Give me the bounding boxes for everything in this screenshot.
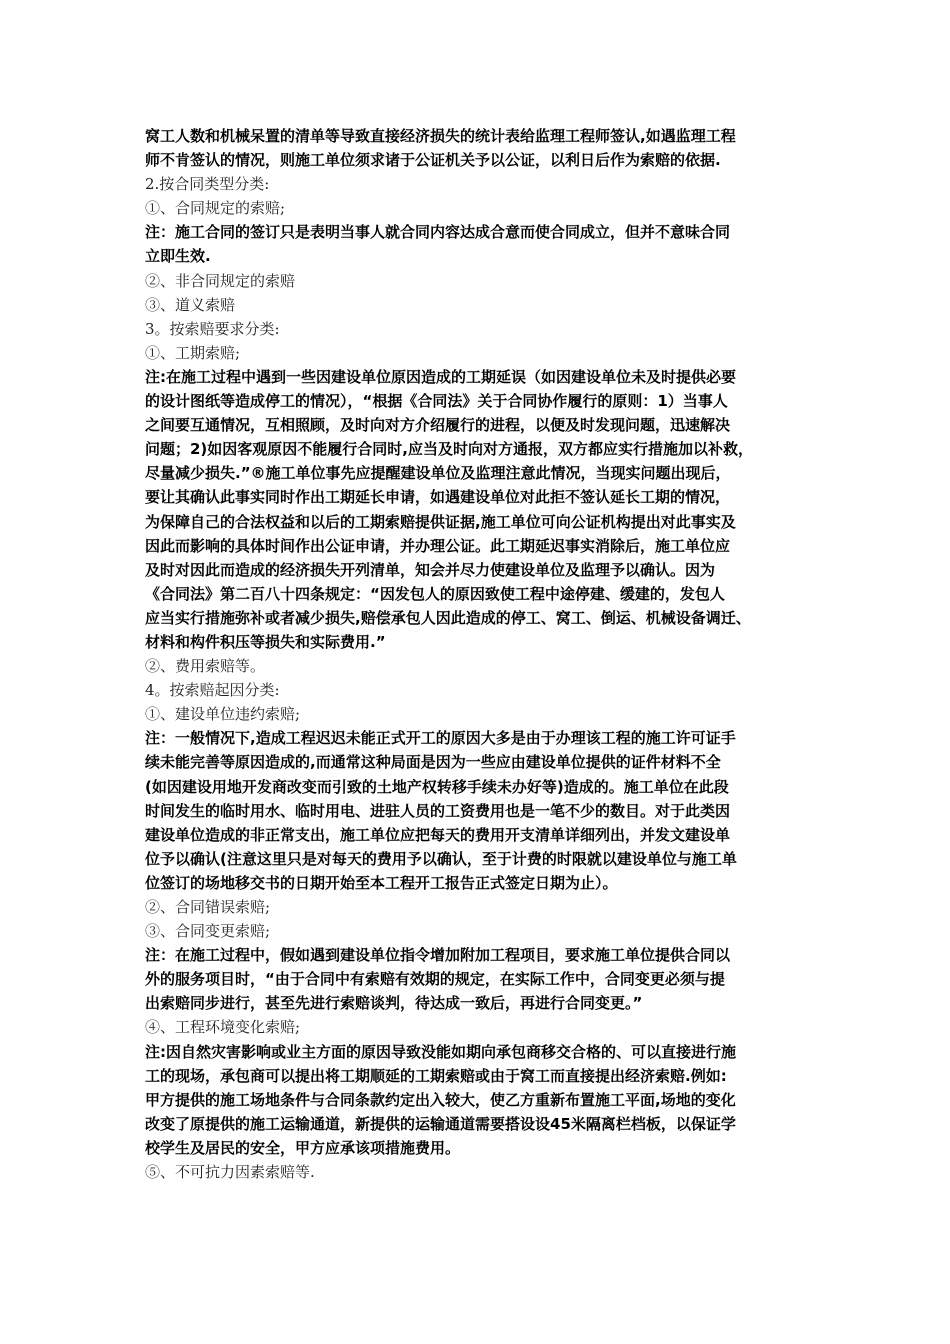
text-line: 材料和构件积压等损失和实际费用.” [145,632,386,651]
text-line: 注：在施工过程中，假如遇到建设单位指令增加附加工程项目，要求施工单位提供合同以 [145,946,731,965]
text-line: 问题；2)如因客观原因不能履行合同时,应当及时向对方通报，双方都应实行措施加以补救， [145,440,753,459]
text-line: 工的现场，承包商可以提出将工期顺延的工期索赔或由于窝工而直接提出经济索赔.例如: [145,1066,727,1085]
text-line: ②、非合同规定的索赔 [145,271,296,290]
text-line: ④、工程环境变化索赔; [145,1018,301,1037]
text-line: 外的服务项目时，“由于合同中有索赔有效期的规定，在实际工作中，合同变更必须与提 [145,970,725,989]
text-line: 应当实行措施弥补或者减少损失,赔偿承包人因此造成的停工、窝工、倒运、机械设备调迁、 [145,608,751,627]
text-line: 立即生效. [145,247,211,266]
text-line: 因此而影响的具体时间作出公证申请，并办理公证。此工期延迟事实消除后，施工单位应 [145,536,731,555]
text-line: 续未能完善等原因造成的,而通常这种局面是因为一些应由建设单位提供的证件材料不全 [145,753,721,772]
text-line: 出索赔同步进行，甚至先进行索赔谈判，待达成一致后，再进行合同变更。” [145,994,643,1013]
text-line: ①、合同规定的索赔; [145,199,286,218]
text-line: 注：一般情况下,造成工程迟迟未能正式开工的原因大多是由于办理该工程的施工许可证手 [145,729,736,748]
text-line: (如因建设用地开发商改变而引致的土地产权转移手续未办好等)造成的。施工单位在此段 [145,777,729,796]
text-line: 注:在施工过程中遇到一些因建设单位原因造成的工期延误（如因建设单位未及时提供必要 [145,367,737,386]
text-line: ③、合同变更索赔; [145,922,271,941]
text-line: 甲方提供的施工场地条件与合同条款约定出入较大，使乙方重新布置施工平面,场地的变化 [145,1090,736,1109]
document-page [145,124,825,1184]
text-line: 及时对因此而造成的经济损失开列清单，知会并尽力使建设单位及监理予以确认。因为 [145,560,716,579]
text-line: 2.按合同类型分类: [145,175,270,194]
text-line: 为保障自己的合法权益和以后的工期索赔提供证据,施工单位可向公证机构提出对此事实及 [145,512,736,531]
text-line: ②、合同错误索赔; [145,898,271,916]
text-line: 《合同法》第二百八十四条规定：“因发包人的原因致使工程中途停建、缓建的，发包人 [145,584,725,603]
text-line: 窝工人数和机械呆置的清单等导致直接经济损失的统计表给监理工程师签认,如遇监理工程 [145,127,736,145]
text-line: 的设计图纸等造成停工的情况），“根据《合同法》关于合同协作履行的原则：1）当事人 [145,392,728,411]
text-line: ①、工期索赔; [145,343,241,362]
text-line: 4。按索赔起因分类: [145,681,280,700]
text-line: 位予以确认(注意这里只是对每天的费用予以确认，至于计费的时限就以建设单位与施工单 [145,849,737,868]
text-line: 3。按索赔要求分类: [145,319,280,338]
text-line: 改变了原提供的施工运输通道，新提供的运输通道需要搭设设45米隔离栏档板，以保证学 [145,1114,736,1133]
text-line: 校学生及居民的安全，甲方应承该项措施费用。 [145,1138,461,1157]
text-line: 尽量减少损失.”®施工单位事先应提醒建设单位及监理注意此情况，当现实问题出现后， [145,464,731,483]
text-line: 位签订的场地移交书的日期开始至本工程开工报告正式签定日期为止）。 [145,873,618,892]
text-line: 注：施工合同的签订只是表明当事人就合同内容达成合意而使合同成立，但并不意味合同 [145,223,731,242]
text-line: 之间要互通情况，互相照顾，及时向对方介绍履行的进程，以便及时发现问题，迅速解决 [145,416,731,435]
text-line: ②、费用索赔等。 [145,657,266,676]
text-line: 要让其确认此事实同时作出工期延长申请，如遇建设单位对此拒不签认延长工期的情况， [145,488,731,507]
text-line: 注:因自然灾害影响或业主方面的原因导致没能如期向承包商移交合格的、可以直接进行施 [145,1042,737,1061]
text-line: ⑤、不可抗力因素索赔等. [145,1163,315,1182]
text-line: 师不肯签认的情况，则施工单位须求诸于公证机关予以公证，以利日后作为索赔的依据. [145,151,721,170]
text-line: ③、道义索赔 [145,295,236,314]
text-line: 时间发生的临时用水、临时用电、进驻人员的工资费用也是一笔不少的数目。对于此类因 [145,801,731,820]
text-line: ①、建设单位违约索赔; [145,705,301,724]
text-line: 建设单位造成的非正常支出，施工单位应把每天的费用开支清单详细列出，并发文建设单 [145,825,731,844]
